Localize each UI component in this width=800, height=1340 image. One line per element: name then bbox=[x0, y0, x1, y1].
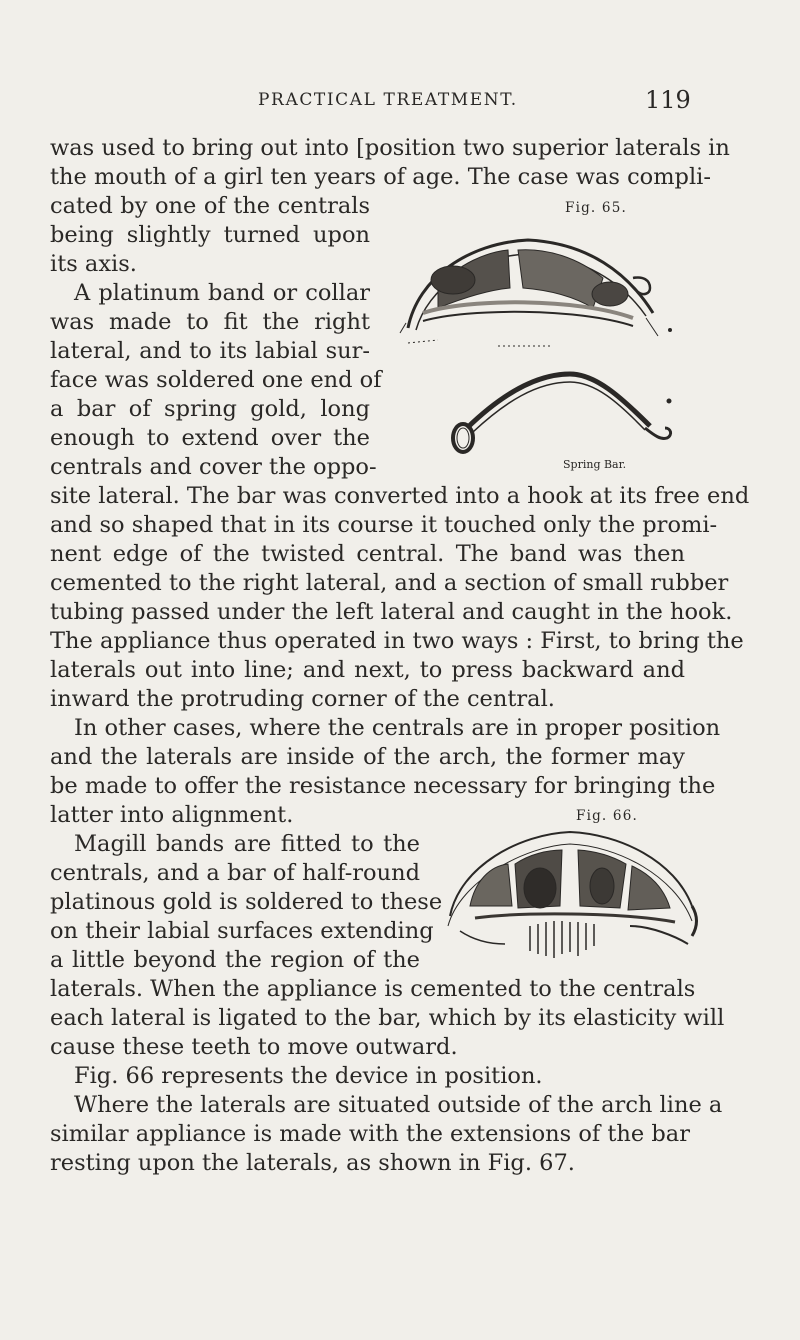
text-line: was made to fit the right bbox=[50, 309, 370, 335]
text-line: and the laterals are inside of the arch, the former may bbox=[50, 744, 685, 770]
text-line: cemented to the right lateral, and a section of small rubber bbox=[50, 570, 729, 596]
text-line: cated by one of the centrals bbox=[50, 193, 370, 219]
text-line: a little beyond the region of the bbox=[50, 947, 420, 973]
text-line: centrals, and a bar of half-round bbox=[50, 860, 420, 886]
fig65-teeth-illustration bbox=[378, 218, 678, 378]
text-line: Fig. 66 represents the device in position. bbox=[74, 1063, 543, 1089]
text-line: similar appliance is made with the extensions of the bar bbox=[50, 1121, 690, 1147]
fig65-spring-bar-illustration bbox=[445, 366, 675, 458]
text-line: being slightly turned upon bbox=[50, 222, 370, 248]
text-line: laterals. When the appliance is cemented to the centrals bbox=[50, 976, 696, 1002]
text-line: latter into alignment. bbox=[50, 802, 294, 828]
text-line: platinous gold is soldered to these bbox=[50, 889, 443, 915]
text-line: inward the protruding corner of the central. bbox=[50, 686, 555, 712]
text-line: a bar of spring gold, long bbox=[50, 396, 370, 422]
fig65-subcaption: Spring Bar. bbox=[563, 458, 627, 471]
fig66-teeth-illustration bbox=[430, 826, 705, 966]
fig66-caption: Fig. 66. bbox=[576, 808, 638, 824]
text-line: enough to extend over the bbox=[50, 425, 370, 451]
page-header bbox=[0, 86, 800, 120]
text-line: on their labial surfaces extending bbox=[50, 918, 434, 944]
text-line: site lateral. The bar was converted into a hook at its free end bbox=[50, 483, 750, 509]
text-line: Where the laterals are situated outside of the arch line a bbox=[74, 1092, 723, 1118]
text-line: A platinum band or collar bbox=[74, 280, 370, 306]
text-line: the mouth of a girl ten years of age. The case was compli- bbox=[50, 164, 711, 190]
text-line: In other cases, where the centrals are in proper position bbox=[74, 715, 721, 741]
text-line: nent edge of the twisted central. The band was then bbox=[50, 541, 685, 567]
text-line: The appliance thus operated in two ways : First, to bring the bbox=[50, 628, 744, 654]
text-line: resting upon the laterals, as shown in Fig. 67. bbox=[50, 1150, 575, 1176]
text-line: cause these teeth to move outward. bbox=[50, 1034, 458, 1060]
text-line: lateral, and to its labial sur- bbox=[50, 338, 370, 364]
text-line: face was soldered one end of bbox=[50, 367, 382, 393]
page-number: 119 bbox=[645, 86, 691, 114]
text-line: centrals and cover the oppo- bbox=[50, 454, 377, 480]
text-line: was used to bring out into [position two superior laterals in bbox=[50, 135, 730, 161]
text-line: be made to offer the resistance necessary for bringing the bbox=[50, 773, 716, 799]
running-head: PRACTICAL TREATMENT. bbox=[258, 90, 518, 110]
text-line: and so shaped that in its course it touched only the promi- bbox=[50, 512, 718, 538]
text-line: laterals out into line; and next, to press backward and bbox=[50, 657, 685, 683]
fig65-caption: Fig. 65. bbox=[565, 200, 627, 216]
text-line: tubing passed under the left lateral and caught in the hook. bbox=[50, 599, 733, 625]
text-line: Magill bands are fitted to the bbox=[74, 831, 420, 857]
text-line: each lateral is ligated to the bar, which by its elasticity will bbox=[50, 1005, 725, 1031]
text-line: its axis. bbox=[50, 251, 137, 277]
